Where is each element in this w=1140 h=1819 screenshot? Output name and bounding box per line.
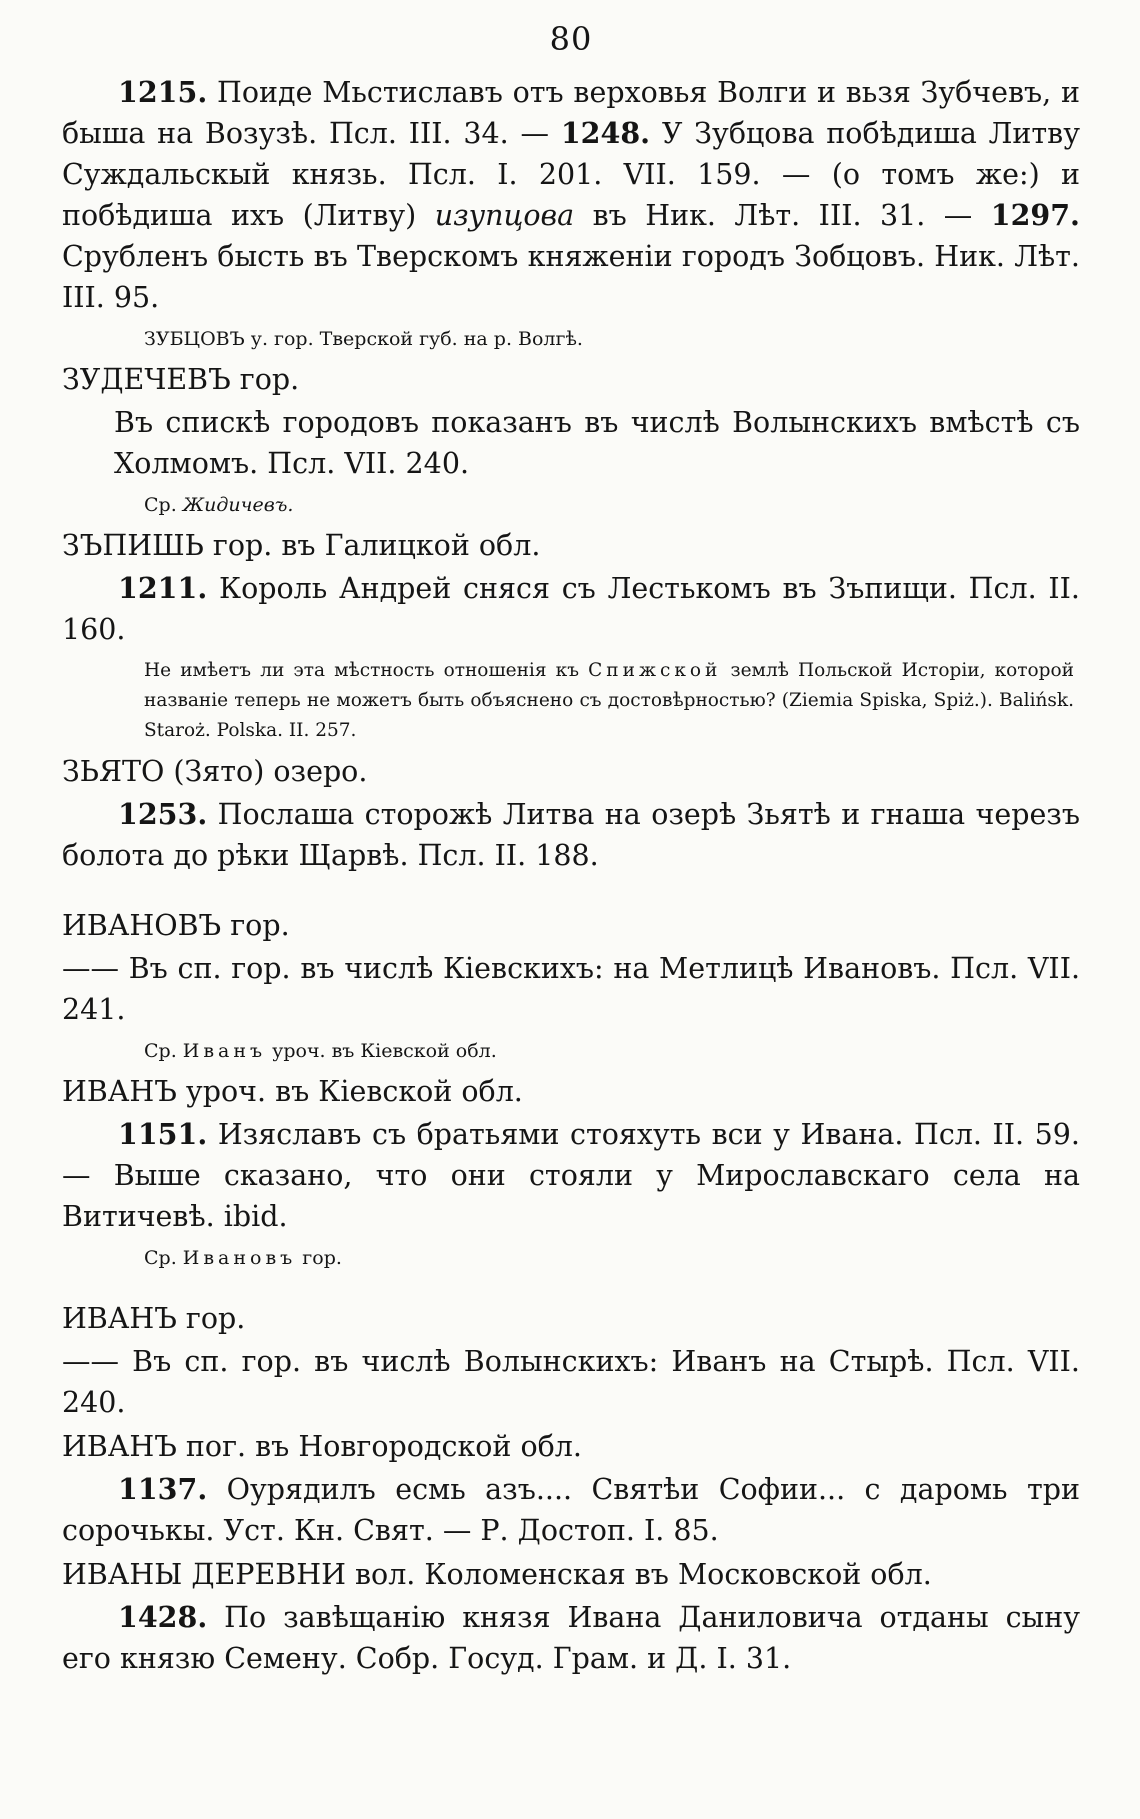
- entry-heading-ivan-gor: ИВАНЪ гор.: [62, 1302, 246, 1335]
- spacer: [62, 1277, 1080, 1295]
- entry-zubtsov-text: 1215. Поиде Мьстиславъ отъ верховья Волги и вьзя Зубчевъ, и быша на Возузѣ. Псл. III. 34. — 1248. У Зубцова побѣдиша Литву Суждальскый князь. Псл. I. 201. VII. 159. — (о томъ же:) и побѣдиша ихъ (Литву) изупцова въ Ник. Лѣт. III. 31. — 1297. Срубленъ бысть въ Тверскомъ княженіи городъ Зобцовъ. Ник. Лѣт. III. 95.: [62, 75, 1081, 314]
- year: 1211.: [118, 571, 208, 605]
- entry-ivan-gor-text: —— Въ сп. гор. въ числѣ Волынскихъ: Иванъ на Стырѣ. Псл. VII. 240.: [62, 1345, 1080, 1419]
- entry-heading-ivan-pog: ИВАНЪ пог. въ Новгородской обл.: [62, 1430, 582, 1463]
- year: 1151.: [118, 1117, 208, 1151]
- dash: ——: [62, 952, 129, 985]
- page-number: 80: [549, 20, 593, 58]
- year: 1428.: [118, 1600, 208, 1634]
- entry-zpish-note: Не имѣетъ ли эта мѣстность отношенія къ Спижской землѣ Польской Исторіи, которой названіе теперь не можетъ быть объяснено съ достовѣрностью? (Ziemia Spiska, Spiż.). Balińsk. Staroż. Polska. II. 257.: [144, 660, 1074, 741]
- year: 1215.: [118, 75, 208, 109]
- entry-ivanov-text: —— Въ сп. гор. въ числѣ Кіевскихъ: на Метлицѣ Ивановъ. Псл. VII. 241.: [62, 952, 1081, 1026]
- year: 1137.: [118, 1472, 208, 1506]
- entry-heading-zudechev: ЗУДЕЧЕВЪ гор.: [62, 363, 300, 396]
- entry-ivan-pog-text: 1137. Оурядилъ есмь азъ.... Святѣи Софии... с даромь три сорочькы. Уст. Кн. Свят. — Р. Достоп. I. 85.: [62, 1472, 1080, 1547]
- dash: ——: [62, 1345, 133, 1378]
- entry-ivan-uroch-text: 1151. Изяславъ съ братьями стояхуть вси у Ивана. Псл. II. 59. — Выше сказано, что они стояли у Мирославскаго села на Витичевѣ. ibid.: [62, 1117, 1080, 1233]
- entry-heading-zpish: ЗЪПИШЬ гор. въ Галицкой обл.: [62, 529, 541, 562]
- entry-zpish-text: 1211. Король Андрей сняся съ Лестькомъ въ Зъпищи. Псл. II. 160.: [62, 571, 1080, 646]
- entry-heading-zyato: ЗЬЯТО (Зято) озеро.: [62, 755, 368, 788]
- entry-zyato-text: 1253. Послаша сторожѣ Литва на озерѣ Зьятѣ и гнаша черезъ болота до рѣки Щарвѣ. Псл. II. 188.: [62, 797, 1080, 872]
- entry-ivany-derevni-text: 1428. По завѣщанію князя Ивана Даниловича отданы сыну его князю Семену. Собр. Госуд. Грам. и Д. I. 31.: [62, 1600, 1080, 1675]
- year: 1253.: [118, 797, 208, 831]
- entry-heading-ivanov: ИВАНОВЪ гор.: [62, 909, 290, 942]
- italic-term: изупцова: [434, 199, 575, 232]
- year: 1248.: [560, 116, 651, 150]
- entry-ivan-uroch-note: Ср. Ивановъ гор.: [144, 1247, 342, 1269]
- entry-ivanov-note: Ср. Иванъ уроч. въ Кіевской обл.: [144, 1040, 497, 1062]
- entry-zudechev-text: Въ спискѣ городовъ показанъ въ числѣ Волынскихъ вмѣстѣ съ Холмомъ. Псл. VII. 240.: [114, 406, 1080, 480]
- year: 1297.: [990, 198, 1080, 232]
- entry-zubtsov-note: ЗУБЦОВЪ у. гор. Тверской губ. на р. Волгѣ.: [144, 328, 583, 350]
- entry-zudechev-note: Ср. Жидичевъ.: [144, 494, 294, 516]
- entry-heading-ivan-uroch: ИВАНЪ уроч. въ Кіевской обл.: [62, 1075, 523, 1108]
- entry-heading-ivany-derevni: ИВАНЫ ДЕРЕВНИ вол. Коломенская въ Московской обл.: [62, 1558, 932, 1591]
